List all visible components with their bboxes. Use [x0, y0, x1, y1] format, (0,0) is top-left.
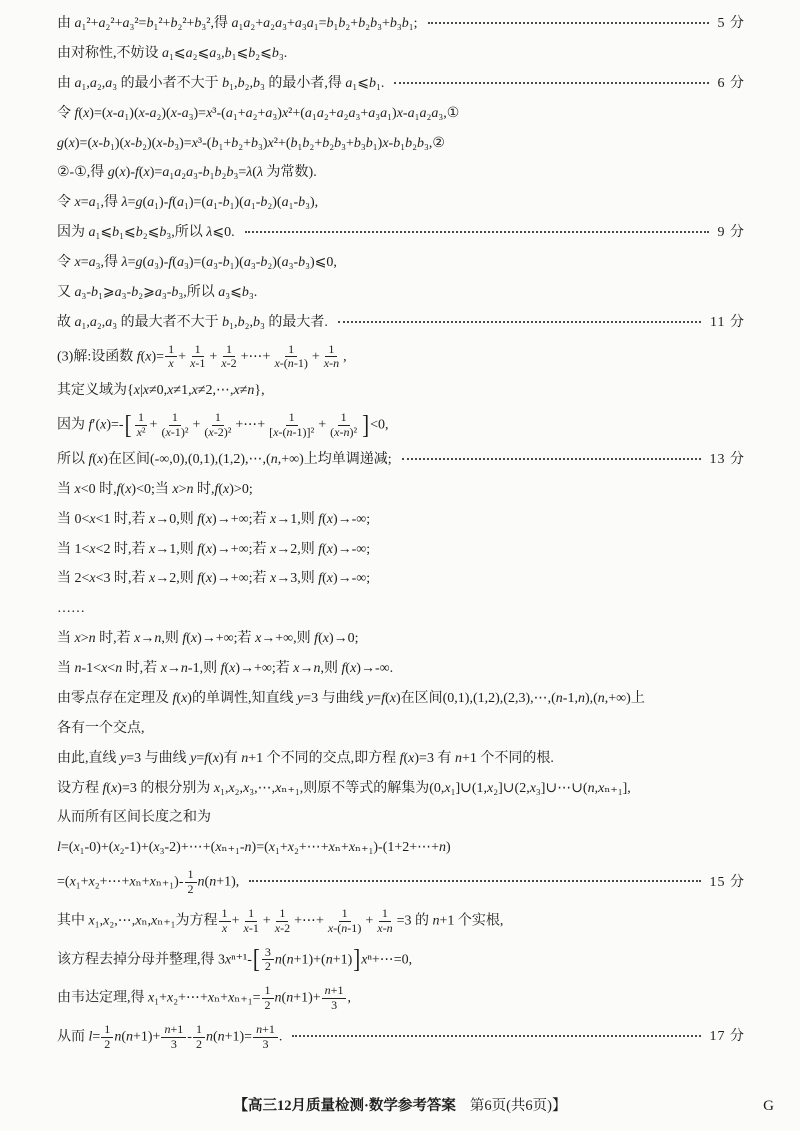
math-text: 当 x<0 时,f(x)<0;当 x>n 时,f(x)>0; — [57, 481, 253, 497]
math-text: 当 n-1<x<n 时,若 x→n-1,则 f(x)→+∞;若 x→n,则 f(x)→-∞. — [57, 661, 394, 676]
score-label: 5 分 — [717, 16, 745, 31]
dotted-leader — [338, 321, 701, 323]
answer-line — [57, 838, 745, 858]
math-text: 由 a₁²+a₂²+a₃²=b₁²+b₂²+b₃²,得 a₁a₂+a₂a₃+a₃a₁=b₁b₂+b₂b₃+b₃b₁; — [57, 16, 418, 31]
fraction: $\frac{1}{x}$ — [219, 907, 231, 936]
math-text: 从而 l= $\frac{1}{2}$ n(n+1)+ $\frac{n+1}{3}$ - $\frac{1}{2}$ n(n+1)= $\frac{n+1}{3}$ . — [57, 1021, 283, 1051]
dotted-leader — [249, 880, 700, 882]
fraction: $\frac{1}{\text{(x-2)²}}$ — [204, 410, 232, 440]
answer-line — [57, 480, 745, 500]
math-text: 因为 f′(x)=-[ $\frac{1}{\text{x²}}$ + $\frac{1}{\text{(x-1)²}}$ + $\frac{1}{\text{(x-2)²}}$ +⋯+ $\frac{1}{\text{[x-(n-1)]²}}$ + $\frac{1}{\text{(x-n)²}}$ ]<0, — [57, 409, 389, 440]
math-text: 令 x=a₃,得 λ=g(a₃)-f(a₃)=(a₃-b₁)(a₃-b₂)(a₃-b₃)⩽0, — [57, 255, 337, 270]
fraction: $\frac{1}{\text{(x-1)²}}$ — [161, 410, 189, 440]
math-text: l=(x₁-0)+(x₂-1)+(x₃-2)+⋯+(xₙ₊₁-n)=(x₁+x₂+⋯+xₙ+xₙ₊₁)-(1+2+⋯+n) — [57, 840, 451, 856]
dotted-leader — [394, 82, 708, 84]
fraction: $\frac{1}{2}$ — [262, 984, 274, 1013]
answer-line — [57, 163, 745, 183]
math-text: 由对称性,不妨设 a₁⩽a₂⩽a₃,b₁⩽b₂⩽b₃. — [57, 45, 288, 61]
answer-line — [57, 44, 745, 64]
dotted-leader — [402, 458, 701, 460]
big-bracket: ] — [353, 944, 361, 975]
answer-line — [57, 283, 745, 303]
math-text: 其定义域为{x|x≠0,x≠1,x≠2,⋯,x≠n}, — [57, 383, 265, 399]
score-label: 13 分 — [709, 451, 745, 467]
answer-line — [57, 907, 745, 936]
answer-line — [57, 450, 745, 470]
big-bracket: [ — [124, 409, 132, 440]
math-text: 当 1<x<2 时,若 x→1,则 f(x)→+∞;若 x→2,则 f(x)→-∞; — [57, 541, 371, 557]
answer-line — [57, 808, 745, 828]
math-text: 从而所有区间长度之和为 — [57, 810, 211, 826]
answer-line — [57, 868, 745, 897]
answer-line — [57, 510, 745, 530]
math-text: 当 2<x<3 时,若 x→2,则 f(x)→+∞;若 x→3,则 f(x)→-∞; — [57, 571, 371, 587]
answer-lines — [57, 14, 745, 1052]
dotted-leader — [428, 22, 709, 24]
fraction: $\frac{1}{x-2}$ — [274, 905, 291, 935]
fraction: $\frac{n+1}{3}$ — [322, 984, 347, 1013]
answer-line — [57, 104, 745, 124]
math-text: 当 0<x<1 时,若 x→0,则 f(x)→+∞;若 x→1,则 f(x)→-∞; — [57, 511, 371, 527]
math-text: =(x₁+x₂+⋯+xₙ+xₙ₊₁)- $\frac{1}{2}$ n(n+1), — [57, 867, 240, 896]
fraction: $\frac{1}{x-1}$ — [243, 905, 259, 935]
math-text: 该方程去掉分母并整理,得 3xⁿ⁺¹-[ $\frac{3}{2}$ n(n+1)+(n+1)]xⁿ+⋯=0, — [57, 944, 413, 975]
math-text: 又 a₃-b₁⩾a₃-b₂⩾a₃-b₃,所以 a₃⩽b₃. — [57, 284, 258, 300]
answer-line — [57, 313, 745, 333]
fraction: $\frac{n+1}{3}$ — [253, 1023, 278, 1052]
footer-version-mark: G — [763, 1098, 774, 1114]
score-label: 11 分 — [710, 314, 745, 330]
answer-line — [57, 343, 745, 372]
big-bracket: ] — [362, 409, 370, 440]
score-label: 17 分 — [709, 1029, 745, 1045]
answer-line — [57, 599, 745, 619]
fraction: $\frac{1}{x-1}$ — [189, 341, 206, 371]
math-text: (3)解:设函数 f(x)= $\frac{1}{x}$ + $\frac{1}{x-1}$ + $\frac{1}{x-2}$ +⋯+ $\frac{1}{x-(n-1)}$ + $\frac{1}{x-n}$ , — [57, 341, 347, 371]
math-text: 其中 x₁,x₂,⋯,xₙ,xₙ₊₁为方程 $\frac{1}{x}$ + $\frac{1}{x-1}$ + $\frac{1}{x-2}$ +⋯+ $\frac{1}{x-(n-1)}$ + $\frac{1}{x-n}$ =3 的 n+1 个实根, — [57, 905, 504, 935]
math-text: ②-①,得 g(x)-f(x)=a₁a₂a₃-b₁b₂b₃=λ(λ 为常数). — [57, 165, 317, 181]
page-footer — [0, 1094, 800, 1115]
score-label: 9 分 — [717, 225, 745, 241]
fraction: $\frac{1}{\text{(x-n)²}}$ — [330, 410, 358, 440]
math-text: 由 a₁,a₂,a₃ 的最小者不大于 b₁,b₂,b₃ 的最小者,得 a₁⩽b₁. — [57, 75, 385, 91]
fraction: $\frac{1}{\text{[x-(n-1)]²}}$ — [269, 410, 315, 440]
answer-line — [57, 14, 745, 34]
answer-line — [57, 134, 745, 154]
math-text: 令 f(x)=(x-a₁)(x-a₂)(x-a₃)=x³-(a₁+a₂+a₃)x²+(a₁a₂+a₂a₃+a₃a₁)x-a₁a₂a₃,① — [57, 105, 460, 121]
fraction: $\frac{3}{2}$ — [262, 946, 274, 975]
big-bracket: [ — [252, 944, 260, 975]
fraction: $\frac{1}{\text{x²}}$ — [136, 410, 146, 440]
answer-line — [57, 223, 745, 243]
math-text: 由此,直线 y=3 与曲线 y=f(x)有 n+1 个不同的交点,即方程 f(x)=3 有 n+1 个不同的根. — [57, 750, 554, 766]
answer-line — [57, 193, 745, 213]
answer-line — [57, 569, 745, 589]
fraction: $\frac{1}{x-(n-1)}$ — [274, 341, 308, 371]
answer-line — [57, 946, 745, 975]
answer-line — [57, 659, 745, 679]
answer-line — [57, 381, 745, 401]
fraction: $\frac{1}{x-n}$ — [377, 905, 393, 935]
fraction: $\frac{1}{x-n}$ — [323, 341, 340, 371]
math-text: 设方程 f(x)=3 的根分别为 x₁,x₂,x₃,⋯,xₙ₊₁,则原不等式的解集为(0,x₁]∪(1,x₂]∪(2,x₃]∪⋯∪(n,xₙ₊₁], — [57, 780, 631, 796]
fraction: $\frac{1}{2}$ — [101, 1023, 113, 1052]
dotted-leader — [292, 1035, 700, 1037]
answer-line — [57, 689, 745, 709]
math-text: 所以 f(x)在区间(-∞,0),(0,1),(1,2),⋯,(n,+∞)上均单调递减; — [57, 451, 392, 467]
math-text: 故 a₁,a₂,a₃ 的最大者不大于 b₁,b₂,b₃ 的最大者. — [57, 314, 328, 330]
footer-title: 【高三12月质量检测·数学参考答案 — [233, 1098, 456, 1114]
fraction: $\frac{1}{x-2}$ — [221, 341, 237, 371]
math-text: 各有一个交点, — [57, 720, 145, 736]
math-text: 令 x=a₁,得 λ=g(a₁)-f(a₁)=(a₁-b₁)(a₁-b₂)(a₁-b₃), — [57, 195, 319, 211]
answer-line — [57, 74, 745, 94]
fraction: $\frac{n+1}{3}$ — [161, 1023, 186, 1052]
math-text: 由韦达定理,得 x₁+x₂+⋯+xₙ+xₙ₊₁= $\frac{1}{2}$ n(n+1)+ $\frac{n+1}{3}$ , — [57, 983, 351, 1013]
answer-line — [57, 253, 745, 273]
dotted-leader — [245, 231, 709, 233]
answer-line — [57, 1023, 745, 1052]
math-text: 当 x>n 时,若 x→n,则 f(x)→+∞;若 x→+∞,则 f(x)→0; — [57, 631, 359, 647]
fraction: $\frac{1}{2}$ — [193, 1023, 205, 1052]
answer-line — [57, 411, 745, 440]
answer-line — [57, 719, 745, 739]
math-text: 因为 a₁⩽b₁⩽b₂⩽b₃,所以 λ⩽0. — [57, 225, 235, 241]
answer-line — [57, 984, 745, 1013]
math-text: 由零点存在定理及 f(x)的单调性,知直线 y=3 与曲线 y=f(x)在区间(0,1),(1,2),(2,3),⋯,(n-1,n),(n,+∞)上 — [57, 690, 645, 706]
fraction: $\frac{1}{2}$ — [185, 868, 197, 897]
score-label: 15 分 — [709, 874, 745, 890]
math-text: g(x)=(x-b₁)(x-b₂)(x-b₃)=x³-(b₁+b₂+b₃)x²+(b₁b₂+b₂b₃+b₃b₁)x-b₁b₂b₃,② — [57, 135, 445, 151]
answer-line — [57, 779, 745, 799]
answer-line — [57, 629, 745, 649]
answer-line — [57, 540, 745, 560]
footer-page-number: 第6页(共6页)】 — [469, 1098, 567, 1114]
math-text: …… — [57, 601, 85, 617]
answer-line — [57, 749, 745, 769]
fraction: $\frac{1}{x}$ — [165, 343, 177, 372]
fraction: $\frac{1}{x-(n-1)}$ — [327, 905, 362, 935]
score-label: 6 分 — [717, 75, 745, 91]
